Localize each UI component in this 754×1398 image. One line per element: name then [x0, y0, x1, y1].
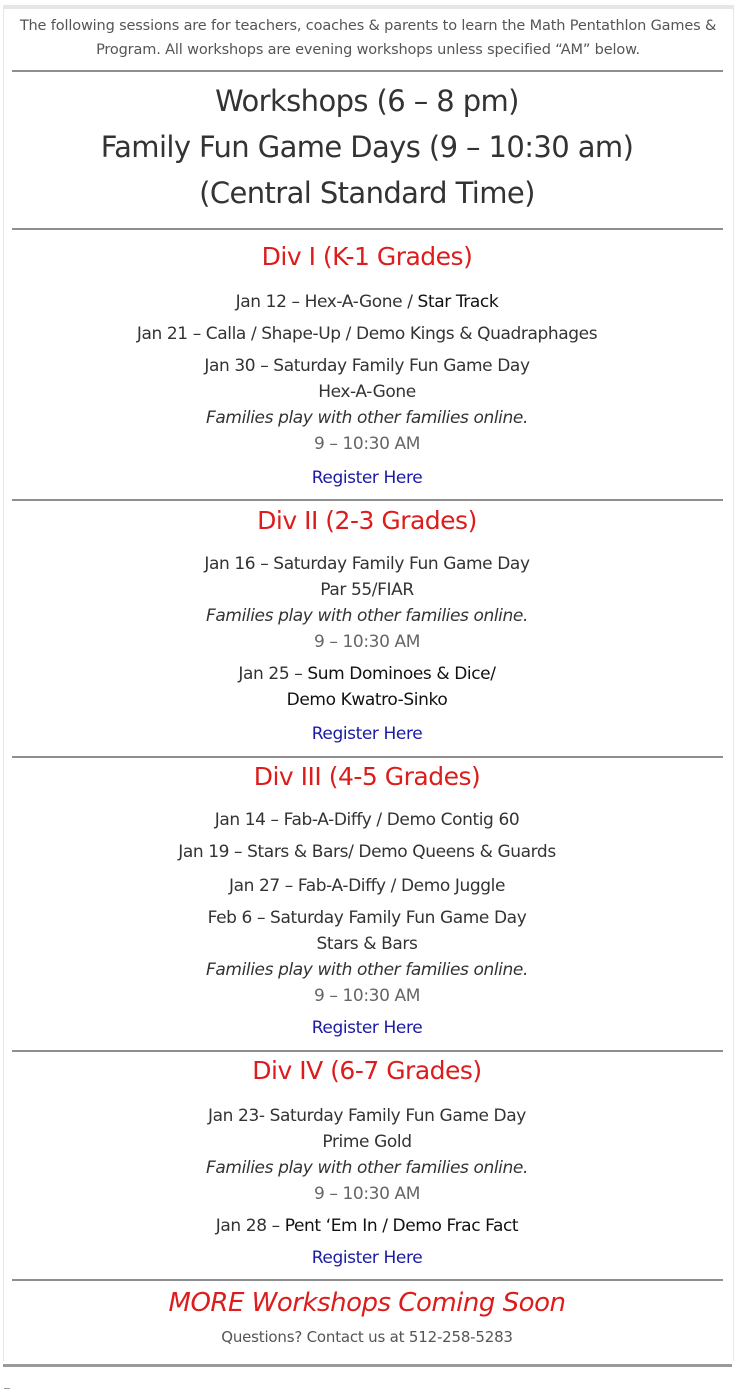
div2-event-2-line2: Demo Kwatro-Sinko [286, 690, 448, 710]
div2-event-1-time: 9 – 10:30 AM [313, 632, 420, 652]
footer-divider [3, 1364, 732, 1367]
div4-register-link[interactable]: Register Here [311, 1248, 423, 1268]
div2-event-1-note: Families play with other families online. [206, 606, 528, 626]
div1-register-link[interactable]: Register Here [311, 468, 423, 488]
event-game-text: Sum Dominoes & Dice/ [307, 664, 496, 684]
div1-heading: Div I (K-1 Grades) [261, 242, 473, 271]
div1-event-3-game: Hex-A-Gone [318, 382, 416, 402]
div1-event-2: Jan 21 – Calla / Shape-Up / Demo Kings & Quadraphages [136, 324, 598, 344]
divider [12, 1279, 723, 1281]
div2-event-1: Jan 16 – Saturday Family Fun Game Day [204, 554, 530, 574]
divider [12, 756, 723, 758]
div3-event-2: Jan 19 – Stars & Bars/ Demo Queens & Guards [178, 842, 556, 862]
footer-mark [4, 1388, 10, 1389]
div3-event-4-note: Families play with other families online. [206, 960, 528, 980]
event-date-text: Jan 25 – [238, 664, 308, 684]
div4-event-1-note: Families play with other families online. [206, 1158, 528, 1178]
divider [12, 228, 723, 230]
div2-register-link[interactable]: Register Here [311, 724, 423, 744]
timezone-title: (Central Standard Time) [199, 176, 535, 210]
div3-event-3: Jan 27 – Fab-A-Diffy / Demo Juggle [228, 876, 506, 896]
div3-event-4-time: 9 – 10:30 AM [313, 986, 420, 1006]
page-subtitle: Family Fun Game Days (9 – 10:30 am) [100, 130, 634, 164]
div1-event-3: Jan 30 – Saturday Family Fun Game Day [204, 356, 530, 376]
event-game-text: Star Track [417, 292, 499, 312]
div2-event-2 [0, 664, 734, 684]
event-date-text: Jan 12 – Hex-A-Gone / [235, 292, 418, 312]
div1-event-3-time: 9 – 10:30 AM [313, 434, 420, 454]
div4-event-1-time: 9 – 10:30 AM [313, 1184, 420, 1204]
div4-heading: Div IV (6-7 Grades) [252, 1056, 482, 1085]
page-title: Workshops (6 – 8 pm) [215, 84, 519, 118]
event-date-text: Jan 28 – [215, 1216, 285, 1236]
div4-event-1: Jan 23- Saturday Family Fun Game Day [208, 1106, 526, 1126]
div4-event-2 [0, 1216, 734, 1236]
div3-register-link[interactable]: Register Here [311, 1018, 423, 1038]
div3-event-4-game: Stars & Bars [316, 934, 418, 954]
contact-text: Questions? Contact us at 512-258-5283 [221, 1328, 513, 1346]
div2-event-1-game: Par 55/FIAR [320, 580, 414, 600]
div3-heading: Div III (4-5 Grades) [253, 762, 481, 791]
divider [12, 70, 723, 72]
div1-event-1 [0, 292, 734, 312]
event-game-text: Pent ‘Em In / Demo Frac Fact [284, 1216, 519, 1236]
div3-event-4: Feb 6 – Saturday Family Fun Game Day [207, 908, 527, 928]
divider [12, 499, 723, 501]
div2-heading: Div II (2-3 Grades) [257, 506, 477, 535]
intro-text: The following sessions are for teachers, coaches & parents to learn the Math Pentathlon Games & Program. All workshops are evening workshops unless specified “AM” below. [19, 18, 717, 58]
div3-event-1: Jan 14 – Fab-A-Diffy / Demo Contig 60 [214, 810, 520, 830]
more-workshops-heading: MORE Workshops Coming Soon [168, 1288, 566, 1318]
div1-event-3-note: Families play with other families online. [206, 408, 528, 428]
div4-event-1-game: Prime Gold [322, 1132, 412, 1152]
divider [12, 1050, 723, 1052]
